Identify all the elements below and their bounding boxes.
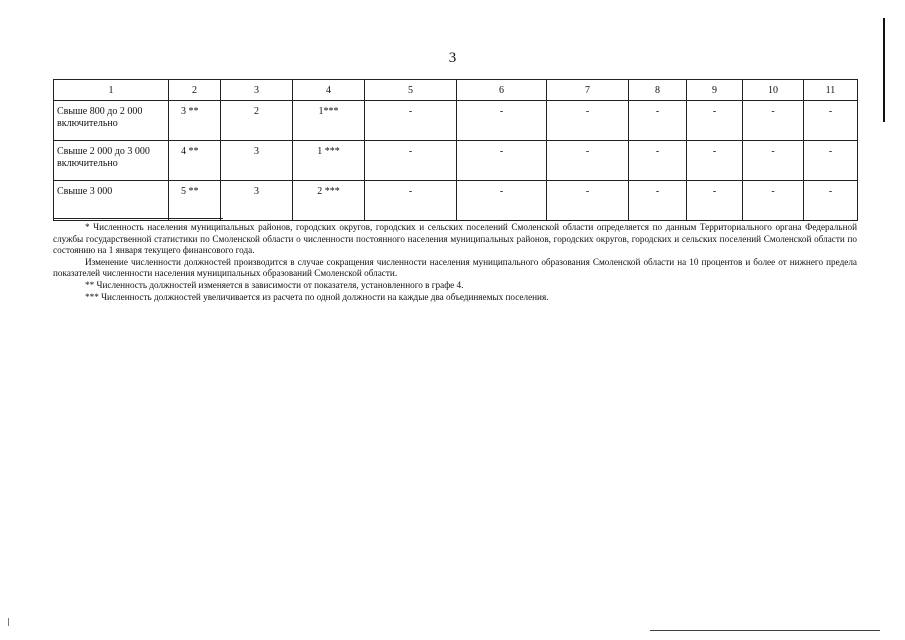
table-cell: - [687,101,743,141]
table-cell: - [457,141,547,181]
table-cell: 2 [221,101,293,141]
table-row [54,181,858,221]
table-cell: - [365,141,457,181]
table-cell: 4 ** [169,141,221,181]
footnote-population: * Численность населения муниципальных районов, городских округов, городских и сельских поселений Смоленской области определяется по данным Территориального органа Федеральной службы государственной статистики по Смоленской области о численности постоянного населения муниципальных районов, городских округов, городских и сельских поселений Смоленской области по состоянию на 1 января текущего финансового года. [53,222,857,256]
header-cell: 5 [365,80,457,101]
table-cell: - [457,101,547,141]
staffing-table [53,79,858,221]
table-cell: - [687,181,743,221]
table-row [54,141,858,181]
table-cell: - [743,181,804,221]
page-number: 3 [448,50,457,66]
table-cell: - [457,181,547,221]
table-cell: 3 [221,181,293,221]
footnotes [53,222,857,303]
row-label: Свыше 3 000 [54,181,169,221]
bottom-rule [650,630,880,631]
header-cell: 8 [629,80,687,101]
margin-rule-right [883,18,885,122]
header-cell: 10 [743,80,804,101]
table-cell: 1*** [293,101,365,141]
scan-mark [8,618,9,626]
table-cell: - [547,141,629,181]
row-label: Свыше 2 000 до 3 000 включительно [54,141,169,181]
table-cell: - [629,141,687,181]
table-cell: - [547,181,629,221]
header-cell: 7 [547,80,629,101]
table-cell: - [743,141,804,181]
row-label: Свыше 800 до 2 000 включительно [54,101,169,141]
table-cell: - [743,101,804,141]
table-cell: - [687,141,743,181]
header-cell: 11 [804,80,858,101]
table-cell: 2 *** [293,181,365,221]
table-cell: 3 [221,141,293,181]
table-cell: - [804,101,858,141]
footnote-triple-star: *** Численность должностей увеличивается из расчета по одной должности на каждые два объединяемых поселения. [85,291,549,302]
table-header-row [54,80,858,101]
table-cell: - [365,101,457,141]
table-cell: 3 ** [169,101,221,141]
header-cell: 9 [687,80,743,101]
header-cell: 4 [293,80,365,101]
table-cell: - [629,101,687,141]
table-cell: - [804,141,858,181]
table-cell: 1 *** [293,141,365,181]
table-cell: - [804,181,858,221]
header-cell: 6 [457,80,547,101]
footnote-population-change: Изменение численности должностей производится в случае сокращения численности населения муниципального образования Смоленской области на 10 процентов и более от нижнего предела показателей численности населения муниципальных образований Смоленской области. [53,256,857,279]
footnote-double-star: ** Численность должностей изменяется в зависимости от показателя, установленного в графе 4. [85,279,464,290]
table-row [54,101,858,141]
table-cell: - [365,181,457,221]
table-cell: - [547,101,629,141]
table-cell: - [629,181,687,221]
table-cell: 5 ** [169,181,221,221]
footnote-separator [53,218,223,219]
header-cell: 1 [54,80,169,101]
header-cell: 2 [169,80,221,101]
header-cell: 3 [221,80,293,101]
